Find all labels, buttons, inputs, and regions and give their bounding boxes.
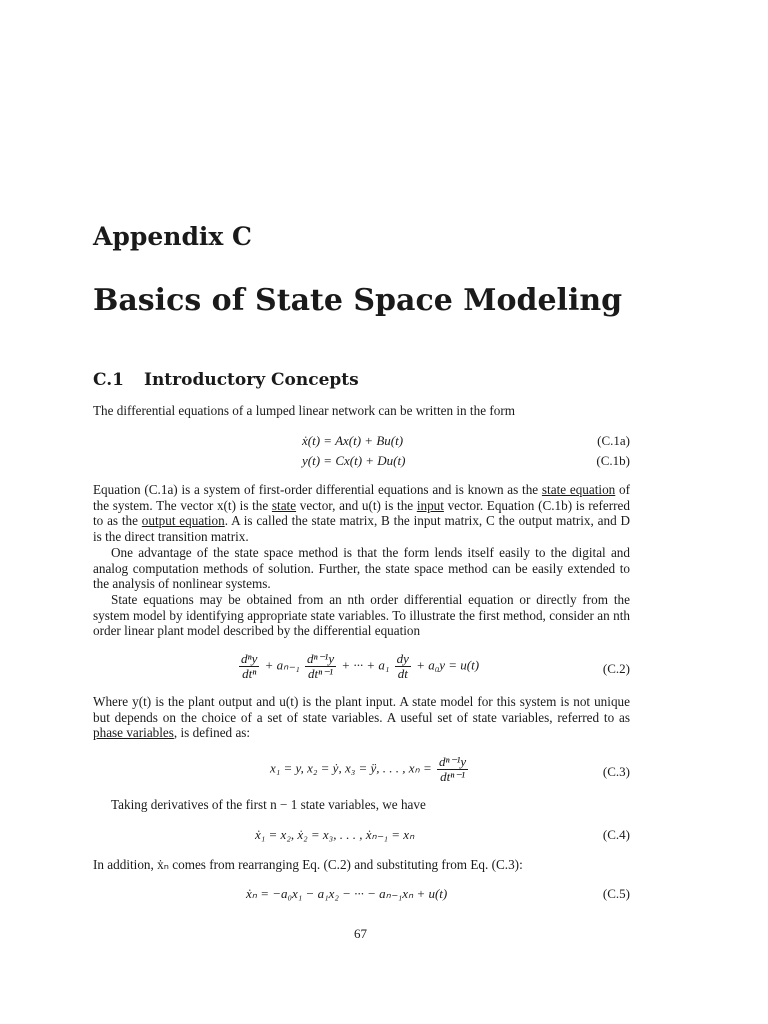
term-input: input — [416, 497, 444, 513]
equation-c1b — [93, 453, 630, 471]
text-span: vector, and u(t) is the — [296, 497, 417, 513]
term-state-equation: state equation — [541, 482, 616, 497]
equation-c5-label: (C.5) — [602, 886, 630, 901]
equation-c2 — [93, 652, 630, 686]
section-number: C.1 — [93, 370, 124, 390]
equation-term: + aₙ₋₁ — [264, 657, 300, 673]
fraction — [437, 755, 468, 784]
fraction-numerator: dⁿy — [241, 651, 258, 666]
equation-term: x₁ = y, x₂ = ẏ, x₃ = ÿ, . . . , xₙ = — [270, 760, 432, 776]
equation-c4-body: ẋ₁ = x₂, ẋ₂ = x₃, . . . , ẋₙ₋₁ = xₙ — [255, 827, 415, 842]
page-number: 67 — [354, 926, 367, 941]
paragraph-derivatives: Taking derivatives of the first n − 1 state variables, we have — [111, 797, 426, 812]
equation-c2-body — [237, 652, 479, 681]
text-span: of the system. The vector x(t) is the — [93, 482, 631, 513]
text-span: Where y(t) is the plant output and u(t) is the plant input. A state model for this system is not unique but depends on the choice of a set of state variables. A useful set of state variables, referred to as — [93, 694, 630, 725]
text-span: Equation (C.1a) is a system of first-order differential equations and is known as the — [93, 482, 542, 497]
appendix-label: Appendix C — [93, 222, 252, 251]
fraction-denominator: dtⁿ — [242, 666, 257, 681]
section-title: Introductory Concepts — [144, 370, 359, 390]
paragraph-state-equation — [93, 482, 630, 544]
section-heading — [93, 370, 359, 390]
equation-term: + ··· + a₁ — [341, 657, 390, 673]
chapter-title: Basics of State Space Modeling — [93, 283, 623, 318]
fraction — [239, 652, 259, 681]
paragraph-plant-output — [93, 694, 630, 741]
equation-c1a-body: ẋ(t) = Ax(t) + Bu(t) — [302, 433, 404, 448]
text-span: vector. Equation (C.1b) is referred to as the — [93, 497, 630, 529]
term-output-equation: output equation — [141, 513, 225, 529]
equation-c1b-label: (C.1b) — [596, 453, 630, 468]
equation-c3-body — [270, 755, 470, 784]
paragraph-state-equations: State equations may be obtained from an nth order differential equation or directly from the system model by identifying appropriate state variables. To illustrate the first method, consider an nth order linear plant model described by the differential equation — [93, 592, 630, 639]
term-state: state — [271, 497, 297, 513]
text-span: . A is called the state matrix, B the input matrix, C the output matrix, and D is the direct transition matrix. — [93, 513, 630, 544]
equation-c1a-label: (C.1a) — [597, 433, 630, 448]
equation-c4-label: (C.4) — [602, 827, 630, 842]
paragraph-intro: The differential equations of a lumped linear network can be written in the form — [93, 403, 515, 418]
equation-c1a — [93, 433, 630, 451]
fraction — [305, 652, 336, 681]
equation-c4 — [93, 827, 630, 845]
equation-term: + a₀y = u(t) — [416, 657, 480, 673]
equation-c5-body: ẋₙ = −a₀x₁ − a₁x₂ − ··· − aₙ₋₁xₙ + u(t) — [246, 886, 448, 901]
equation-c2-label: (C.2) — [602, 661, 630, 676]
fraction — [395, 652, 411, 681]
equation-c1b-body: y(t) = Cx(t) + Du(t) — [302, 453, 406, 468]
fraction-numerator: dⁿ⁻¹y — [439, 754, 467, 769]
fraction-denominator: dtⁿ⁻¹ — [440, 769, 466, 784]
paragraph-in-addition: In addition, ẋₙ comes from rearranging Eq. (C.2) and substituting from Eq. (C.3): — [93, 857, 523, 872]
fraction-numerator: dⁿ⁻¹y — [306, 651, 335, 666]
equation-c3 — [93, 755, 630, 789]
fraction-denominator: dt — [397, 666, 408, 681]
text-span: , is defined as: — [173, 725, 251, 741]
fraction-denominator: dtⁿ⁻¹ — [308, 666, 334, 681]
term-phase-variables: phase variables — [93, 725, 174, 741]
equation-c5 — [93, 886, 630, 904]
paragraph-advantage: One advantage of the state space method is that the form lends itself easily to the digital and analog computation methods of solution. Further, the state space method can be easily extended to the analysis of nonlinear systems. — [93, 545, 630, 592]
fraction-numerator: dy — [396, 651, 409, 666]
equation-c3-label: (C.3) — [602, 764, 630, 779]
